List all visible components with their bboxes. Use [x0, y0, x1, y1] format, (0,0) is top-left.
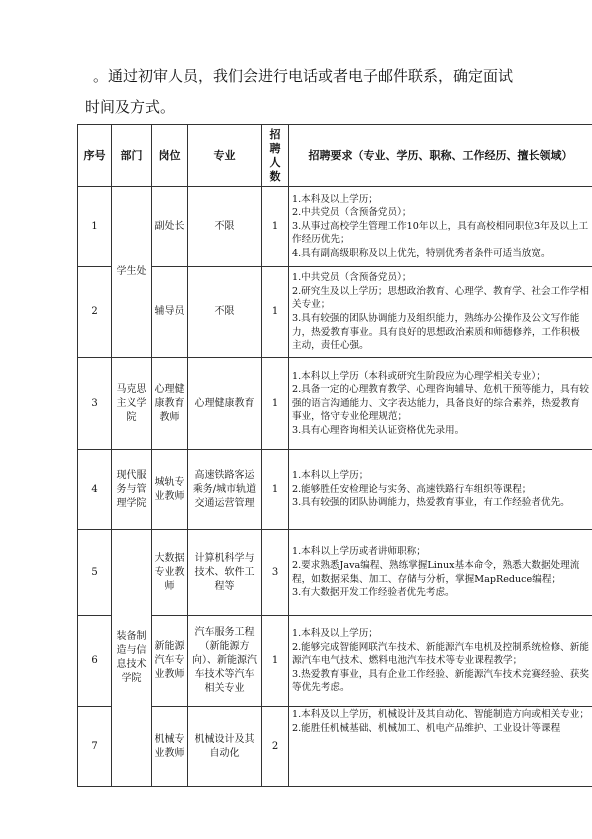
cell-requirements: 1.本科以上学历或者讲师职称； 2.要求熟悉Java编程、熟练掌握Linux基本命令，熟悉大数据处理流程，如数据采集、加工、存储与分析，掌握MapReduce编程； 3.有大数据开发工作经验者优先考虑。	[289, 530, 592, 616]
cell-count: 1	[262, 267, 289, 358]
cell-post: 城轨专业教师	[152, 450, 188, 530]
cell-seq: 7	[78, 707, 112, 787]
cell-count: 1	[262, 616, 289, 707]
cell-seq: 3	[78, 358, 112, 450]
cell-major: 不限	[188, 267, 262, 358]
cell-seq: 2	[78, 267, 112, 358]
cell-seq: 6	[78, 616, 112, 707]
cell-post: 新能源汽车专业教师	[152, 616, 188, 707]
cell-count: 1	[262, 358, 289, 450]
cell-dept: 马克思主义学院	[112, 358, 152, 450]
table-row	[78, 450, 592, 530]
table-row	[78, 358, 592, 450]
cell-dept: 学生处	[112, 187, 152, 358]
cell-requirements: 1.本科以上学历； 2.能够胜任安检理论与实务、高速铁路行车组织等课程； 3.具有较强的团队协调能力，热爱教育事业，有工作经验者优先。	[289, 450, 592, 530]
cell-post: 大数据专业教师	[152, 530, 188, 616]
cell-seq: 1	[78, 187, 112, 267]
cell-seq: 5	[78, 530, 112, 616]
cell-requirements: 1.本科及以上学历，机械设计及其自动化、智能制造方向或相关专业； 2.能胜任机械基础、机械加工、机电产品维护、工业设计等课程	[289, 707, 592, 787]
header-dept: 部门	[112, 125, 152, 187]
header-post: 岗位	[152, 125, 188, 187]
table-row	[78, 707, 592, 787]
table-row	[78, 187, 592, 267]
cell-post: 副处长	[152, 187, 188, 267]
cell-major: 计算机科学与技术、软件工程等	[188, 530, 262, 616]
cell-count: 1	[262, 450, 289, 530]
cell-major: 心理健康教育	[188, 358, 262, 450]
cell-requirements: 1.本科及以上学历； 2.中共党员（含预备党员）； 3.从事过高校学生管理工作10年以上，具有高校相同职位3年及以上工作经历优先； 4.具有副高级职称及以上优先，特别优秀者条件可适当放宽。	[289, 187, 592, 267]
cell-seq: 4	[78, 450, 112, 530]
intro-line-1: 。通过初审人员，我们会进行电话或者电子邮件联系，确定面试	[93, 67, 514, 85]
recruitment-table	[77, 124, 592, 787]
cell-count: 2	[262, 707, 289, 787]
cell-major: 机械设计及其自动化	[188, 707, 262, 787]
cell-requirements: 1.本科及以上学历； 2.能够完成智能网联汽车技术、新能源汽车电机及控制系统检修、新能源汽车电气技术、燃料电池汽车技术等专业课程教学； 3.热爱教育事业，具有企业工作经验、新能源汽车技术竞赛经验、获奖等优先考虑。	[289, 616, 592, 707]
cell-dept: 装备制造与信息技术学院	[112, 530, 152, 787]
cell-major: 不限	[188, 187, 262, 267]
cell-major: 高速铁路客运乘务/城市轨道交通运营管理	[188, 450, 262, 530]
table-row	[78, 616, 592, 707]
cell-major: 汽车服务工程（新能源方向）、新能源汽车技术等汽车相关专业	[188, 616, 262, 707]
intro-line-2: 时间及方式。	[85, 98, 176, 116]
cell-post: 机械专业教师	[152, 707, 188, 787]
table-header-row	[78, 125, 592, 187]
header-seq: 序号	[78, 125, 112, 187]
header-requirements: 招聘要求（专业、学历、职称、工作经历、擅长领域）	[289, 125, 592, 187]
header-count: 招聘人数	[262, 125, 289, 187]
cell-requirements: 1.中共党员（含预备党员）； 2.研究生及以上学历；思想政治教育、心理学、教育学、社会工作学相关专业； 3.具有较强的团队协调能力及组织能力，熟练办公操作及公文写作能力，热爱教育事业。具有良好的思想政治素质和师德修养，工作积极主动，责任心强。	[289, 267, 592, 358]
cell-count: 1	[262, 187, 289, 267]
cell-requirements: 1.本科以上学历（本科或研究生阶段应为心理学相关专业）； 2.具备一定的心理教育教学、心理咨询辅导、危机干预等能力，具有较强的语言沟通能力、文字表达能力，具备良好的综合素养，热爱教育事业，恪守专业伦理规范； 3.具有心理咨询相关认证资格优先录用。	[289, 358, 592, 450]
table-row	[78, 530, 592, 616]
cell-post: 辅导员	[152, 267, 188, 358]
table-row	[78, 267, 592, 358]
cell-dept: 现代服务与管理学院	[112, 450, 152, 530]
header-major: 专业	[188, 125, 262, 187]
cell-post: 心理健康教育教师	[152, 358, 188, 450]
cell-count: 3	[262, 530, 289, 616]
